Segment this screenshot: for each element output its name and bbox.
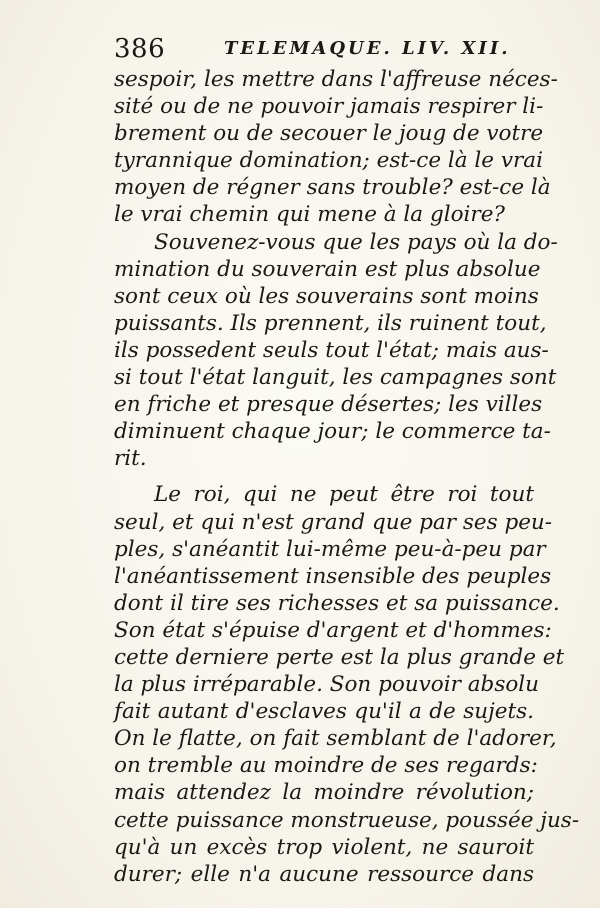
text-line: sité ou de ne pouvoir jamais respirer li- <box>114 94 544 120</box>
text-line: on tremble au moindre de ses regards: <box>114 753 538 779</box>
text-line: ples, s'anéantit lui-même peu-à-peu par <box>114 536 546 562</box>
text-line: Le roi, qui ne peut être roi tout <box>154 482 534 508</box>
paragraph <box>114 229 558 473</box>
text-line: seul, et qui n'est grand que par ses peu- <box>114 509 553 535</box>
text-line: si tout l'état languit, les campagnes sont <box>114 365 557 391</box>
text-line: moyen de régner sans trouble? est-ce là <box>114 175 551 201</box>
body-text <box>114 66 580 888</box>
text-line: Souvenez-vous que les pays où la do- <box>154 229 558 255</box>
text-line: mais attendez la moindre révolution; <box>114 780 534 806</box>
text-line: fait autant d'esclaves qu'il a de sujets. <box>114 699 534 725</box>
text-line: sont ceux où les souverains sont moins <box>114 283 539 309</box>
text-line: la plus irréparable. Son pouvoir absolu <box>114 672 540 698</box>
paragraph-gap <box>114 472 534 481</box>
paragraph <box>114 481 580 887</box>
text-line: brement ou de secouer le joug de votre <box>114 121 544 147</box>
text-line: diminuent chaque jour; le commerce ta- <box>114 419 551 445</box>
text-line: le vrai chemin qui mene à la gloire? <box>114 202 505 228</box>
text-line: rit. <box>114 446 147 472</box>
text-line: durer; elle n'a aucune ressource dans <box>114 861 534 887</box>
text-line: cette derniere perte est la plus grande et <box>114 644 565 670</box>
text-line: mination du souverain est plus absolue <box>114 256 541 282</box>
text-line: en friche et presque désertes; les villes <box>114 392 543 418</box>
text-line: puissants. Ils prennent, ils ruinent tout, <box>114 310 547 336</box>
running-head: TELEMAQUE. LIV. XII. <box>224 38 511 59</box>
text-line: qu'à un excès trop violent, ne sauroit <box>114 834 534 860</box>
text-line: sespoir, les mettre dans l'affreuse néces- <box>114 67 558 92</box>
text-line: tyrannique domination; est-ce là le vrai <box>114 148 543 174</box>
text-line: Son état s'épuise d'argent et d'hommes: <box>114 617 552 643</box>
text-line: ils possedent seuls tout l'état; mais aus- <box>114 337 549 363</box>
text-line: cette puissance monstrueuse, poussée jus- <box>114 807 580 833</box>
page-header <box>114 34 534 64</box>
page-number: 386 <box>114 34 166 64</box>
text-line: On le flatte, on fait semblant de l'adorer, <box>114 726 557 752</box>
text-line: l'anéantissement insensible des peuples <box>114 563 552 589</box>
paragraph <box>114 66 558 229</box>
text-line: dont il tire ses richesses et sa puissance. <box>114 590 560 616</box>
